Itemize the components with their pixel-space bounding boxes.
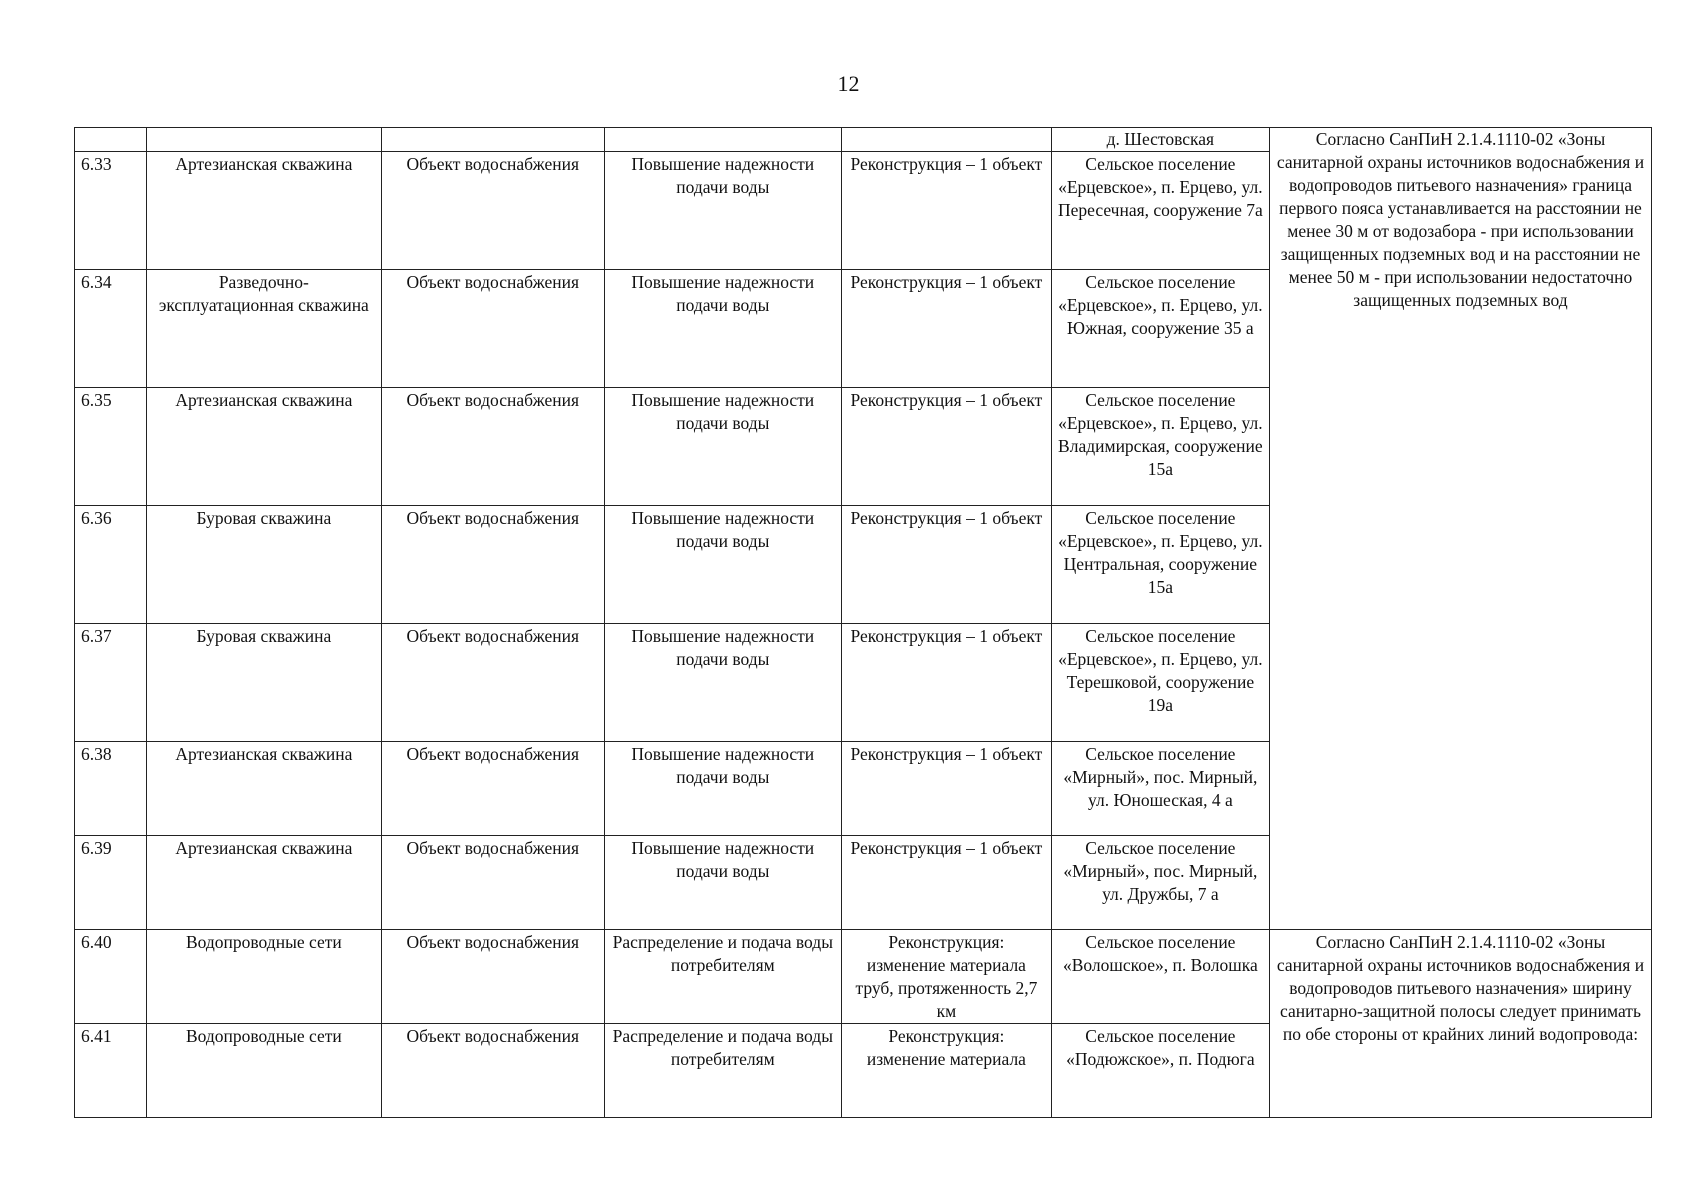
object-type: Объект водоснабжения [382,506,605,624]
table-cell [146,128,381,152]
object-type: Объект водоснабжения [382,930,605,1024]
object-action: Реконструкция: изменение материала [842,1024,1052,1118]
object-name: Артезианская скважина [146,836,381,930]
row-number: 6.33 [75,152,147,270]
object-type: Объект водоснабжения [382,1024,605,1118]
object-name: Артезианская скважина [146,388,381,506]
table-row [75,930,1652,1024]
row-number: 6.39 [75,836,147,930]
object-location: Сельское поселение «Ерцевское», п. Ерцево, ул. Центральная, сооружение 15а [1051,506,1269,624]
table-cell [842,128,1052,152]
object-type: Объект водоснабжения [382,624,605,742]
object-location: Сельское поселение «Подюжское», п. Подюга [1051,1024,1269,1118]
sanpin-note-2: Согласно СанПиН 2.1.4.1110-02 «Зоны санитарной охраны источников водоснабжения и водопроводов питьевого назначения» ширину санитарно-защитной полосы следует принимать по обе стороны от крайних линий водопровода: [1270,930,1652,1118]
object-action: Реконструкция – 1 объект [842,624,1052,742]
page-number: 12 [837,71,860,96]
object-name: Артезианская скважина [146,742,381,836]
object-purpose: Повышение надежности подачи воды [604,742,842,836]
object-action: Реконструкция – 1 объект [842,836,1052,930]
object-type: Объект водоснабжения [382,836,605,930]
object-name: Водопроводные сети [146,930,381,1024]
object-purpose: Повышение надежности подачи воды [604,388,842,506]
object-purpose: Повышение надежности подачи воды [604,624,842,742]
object-action: Реконструкция – 1 объект [842,388,1052,506]
location-cell: д. Шестовская [1051,128,1269,152]
object-purpose: Повышение надежности подачи воды [604,506,842,624]
row-number: 6.36 [75,506,147,624]
object-action: Реконструкция – 1 объект [842,742,1052,836]
object-type: Объект водоснабжения [382,270,605,388]
object-location: Сельское поселение «Волошское», п. Волошка [1051,930,1269,1024]
object-location: Сельское поселение «Мирный», пос. Мирный, ул. Юношеская, 4 а [1051,742,1269,836]
object-action: Реконструкция – 1 объект [842,152,1052,270]
object-purpose: Повышение надежности подачи воды [604,270,842,388]
object-name: Буровая скважина [146,506,381,624]
object-name: Буровая скважина [146,624,381,742]
objects-table [74,127,1652,1118]
row-number: 6.37 [75,624,147,742]
row-number: 6.41 [75,1024,147,1118]
object-location: Сельское поселение «Ерцевское», п. Ерцево, ул. Терешковой, сооружение 19а [1051,624,1269,742]
object-type: Объект водоснабжения [382,388,605,506]
object-location: Сельское поселение «Ерцевское», п. Ерцево, ул. Южная, сооружение 35 а [1051,270,1269,388]
table-cell [604,128,842,152]
object-location: Сельское поселение «Ерцевское», п. Ерцево, ул. Пересечная, сооружение 7а [1051,152,1269,270]
object-purpose: Распределение и подача воды потребителям [604,930,842,1024]
object-name: Артезианская скважина [146,152,381,270]
object-purpose: Повышение надежности подачи воды [604,836,842,930]
row-number: 6.38 [75,742,147,836]
row-number: 6.35 [75,388,147,506]
object-action: Реконструкция – 1 объект [842,270,1052,388]
object-location: Сельское поселение «Ерцевское», п. Ерцево, ул. Владимирская, сооружение 15а [1051,388,1269,506]
table-cell [382,128,605,152]
object-type: Объект водоснабжения [382,152,605,270]
object-purpose: Распределение и подача воды потребителям [604,1024,842,1118]
object-action: Реконструкция – 1 объект [842,506,1052,624]
object-location: Сельское поселение «Мирный», пос. Мирный, ул. Дружбы, 7 а [1051,836,1269,930]
object-action: Реконструкция: изменение материала труб, протяженность 2,7 км [842,930,1052,1024]
table-cell [75,128,147,152]
row-number: 6.34 [75,270,147,388]
object-name: Водопроводные сети [146,1024,381,1118]
row-number: 6.40 [75,930,147,1024]
object-type: Объект водоснабжения [382,742,605,836]
object-purpose: Повышение надежности подачи воды [604,152,842,270]
sanpin-note-1: Согласно СанПиН 2.1.4.1110-02 «Зоны санитарной охраны источников водоснабжения и водопроводов питьевого назначения» граница первого пояса устанавливается на расстоянии не менее 30 м от водозабора - при использовании защищенных подземных вод и на расстоянии не менее 50 м - при использовании недостаточно защищенных подземных вод [1270,128,1652,930]
object-name: Разведочно-эксплуатационная скважина [146,270,381,388]
table-row [75,128,1652,152]
